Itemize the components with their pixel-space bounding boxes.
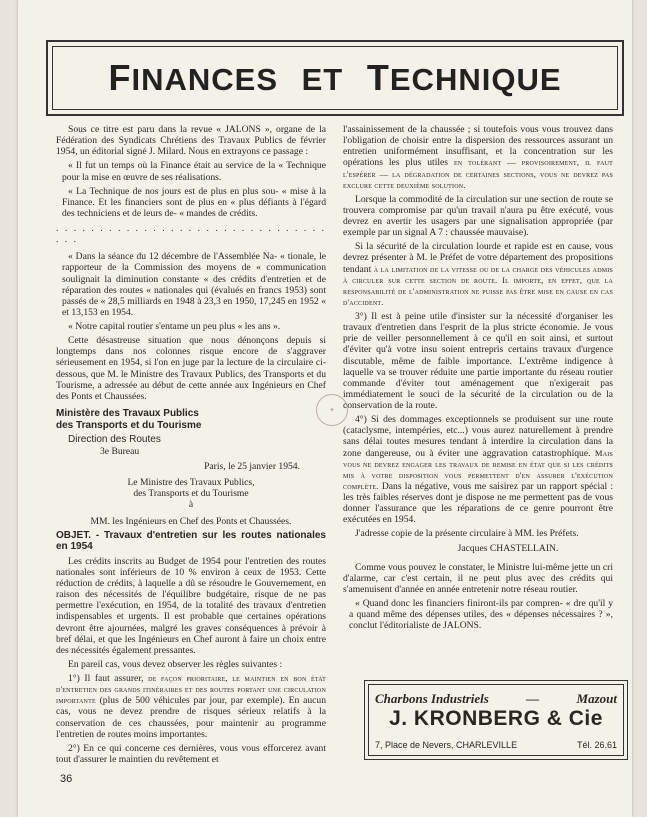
page-title: FINANCES ET TECHNIQUE (108, 57, 562, 98)
page (18, 0, 632, 817)
library-stamp-icon: ✦ (316, 394, 348, 426)
ellipsis-divider: . . . . . . . . . . . . . . . . . . . . . . . . . . . . . . . . . . (56, 223, 326, 246)
left-column (56, 124, 326, 768)
letter-sender: Le Ministre des Travaux Publics, des Transports et du Tourisme à (127, 477, 255, 511)
letter-recipient: MM. les Ingénieurs en Chef des Ponts et Chaussées. (90, 515, 292, 527)
direction-label: Direction des Routes (68, 433, 161, 445)
ad-tagline-right: Mazout (576, 691, 617, 706)
signature: Jacques CHASTELLAIN. (457, 542, 559, 554)
paragraph: Si la sécurité de la circulation lourde et rapide est en cause, vous devrez présenter à M. le Préfet de votre département des propositions tendant à la limitation de la vitesse ou de la charge des véhicules admis à circuler sur cette section de route. Il importe, en effet, que la responsabilité de l'administration ne puisse pas être mise en cause en cas d'accident. (343, 241, 614, 307)
paragraph: 3°) Il est à peine utile d'insister sur la nécessité d'organiser les travaux d'entretien dans l'esprit de la plus stricte économie. Je vous prie de veiller personnellement à ce qu'il en soit ainsi, et surtout d'éviter qu'à votre insu soient entrepris certains travaux d'urgence discutable, même de faible importance. L'extrême indigence à laquelle va se trouver réduite une partie importante du réseau routier commande d'éviter tout aménagement que n'exigerait pas immédiatement le souci de la sécurité de la circulation ou de la conservation de la route. (343, 311, 613, 411)
quote-paragraph: « Quand donc les financiers finiront-ils par compren- « dre qu'il y a quand même des dépenses utiles, des « dépenses nécessaires ? », conclut l'éditorialiste de JALONS. (349, 598, 613, 632)
paragraph: Les crédits inscrits au Budget de 1954 pour l'entretien des routes nationales sont inférieurs de 10 % environ à ceux de 1953. Cette réduction de crédits, à laquelle a dû se résoudre le Gouvernement, en raison des nécessités de l'équilibre budgétaire, risque de ne pas permettre l'exécution, en 1954, de la totalité des travaux d'entretien indispensables et urgents. Il est probable que certaines opérations devront être ajournées, malgré les graves conséquences à prévoir à bref délai, et que les Ingénieurs en Chef auront à faire un choix entre des nécessités également pressantes. (56, 555, 326, 656)
header-frame (46, 40, 624, 116)
paragraph: Cette désastreuse situation que nous dénonçons depuis si longtemps dans nos colonnes risque encore de s'aggraver sérieusement en 1954, si l'on en juge par la lecture de la circulaire ci-dessous, que M. le Ministre des Travaux Publics, des Transports et du Tourisme, a adressée au début de cette année aux Ingénieurs en Chef des Ponts et Chaussées. (56, 335, 326, 402)
quote-paragraph: « Il fut un temps où la Finance était au service de la « Technique pour la mise en œuvre de ses réalisations. (62, 160, 326, 183)
ad-tagline-left: Charbons Industriels (375, 691, 489, 706)
advertisement-box (364, 680, 628, 760)
letter-date: Paris, le 25 janvier 1954. (204, 461, 300, 472)
paragraph: Lorsque la commodité de la circulation sur une section de route se trouvera compromise par qu'un travail n'aura pu être exécuté, vous devrez en avertir les usagers par une signalisation appropriée (par exemple par un signal A 7 : chaussée mauvaise). (343, 193, 613, 239)
ad-phone: Tél. 26.61 (576, 740, 617, 750)
right-column (343, 124, 613, 634)
letter-subject: OBJET. - Travaux d'entretien sur les routes nationales en 1954 (56, 529, 326, 553)
paragraph: Comme vous pouvez le constater, le Ministre lui-même jette un cri d'alarme, car c'est certain, il ne peut plus avec des crédits qui s'amenuisent d'année en année entretenir notre réseau routier. (343, 561, 613, 595)
paragraph: 1°) Il faut assurer, de façon prioritaire, le maintien en bon état d'entretien des grands itinéraires et des routes portant une circulation importante (plus de 500 véhicules par jour, par exemple). En aucun cas, vous ne devez prendre de risques sérieux relatifs à la conservation de ces chaussées, pour maintenir au programme l'entretien de routes moins importantes. (56, 673, 326, 740)
ad-address: 7, Place de Nevers, CHARLEVILLE (375, 740, 518, 750)
paragraph: J'adresse copie de la présente circulaire à MM. les Préfets. (355, 528, 579, 540)
ad-dash: — (526, 691, 540, 706)
ad-company-name: J. KRONBERG & Cie (389, 707, 603, 730)
quote-paragraph: « Dans la séance du 12 décembre de l'Assemblée Na- « tionale, le rapporteur de la Commission des moyens de « communication soulignait la diminution constante « des crédits d'entretien et de réparation des routes « nationales qui (évalués en francs 1953) sont passés de « 28,5 milliards en 1948 à 23,3 en 1950, 17,245 en 1952 « et 13,153 en 1954. (62, 251, 326, 318)
page-number: 36 (60, 773, 73, 785)
quote-paragraph: « Notre capital routier s'entame un peu plus « les ans ». (68, 321, 281, 332)
paragraph: l'assainissement de la chaussée ; si toutefois vous vous trouvez dans l'obligation de choisir entre la dispersion des ressources assurant un entretien uniformément insuffisant, et la concentration sur les opérations les plus utiles en tolérant — provisoirement, il faut l'espérer — la dégradation de certaines sections, vous ne devrez pas exclure cette deuxième solution. (343, 124, 613, 190)
paragraph: En pareil cas, vous devez observer les règles suivantes : (68, 658, 283, 670)
quote-paragraph: « La Technique de nos jours est de plus en plus sou- « mise à la Finance. Et les financiers sont de plus en « plus défiants à l'égard des techniciens et de leurs de- « mandes de crédits. (62, 185, 326, 219)
paragraph: 2°) En ce qui concerne ces dernières, vous vous efforcerez avant tout d'assurer le maintien du revêtement et (56, 742, 326, 765)
paragraph: 4°) Si des dommages exceptionnels se produisent sur une route (cataclysme, intempéries, etc...) vous aurez naturellement à prendre sans délai toutes mesures tendant à interdire la circulation dans la zone dangereuse, ou à éviter une aggravation catastrophique. Mais vous ne devrez engager les travaux de remise en état que si les crédits mis à votre disposition vous permettent d'en assurer l'exécution complète. Dans la négative, vous me saisirez par un rapport spécial : les très faibles réserves dont je dispose ne me permettent pas de vous donner l'assurance que les réparations de ce genre pourront être exécutées en 1954. (343, 414, 613, 526)
paragraph: Sous ce titre est paru dans la revue « JALONS », organe de la Fédération des Syndicats Chrétiens des Travaux Publics de février 1954, un éditorial signé J. Milard. Nous en extrayons ce passage : (56, 124, 326, 158)
ministry-heading: Ministère des Travaux Publics des Transports et du Tourisme (56, 407, 202, 432)
bureau-label: 3e Bureau (100, 445, 140, 457)
